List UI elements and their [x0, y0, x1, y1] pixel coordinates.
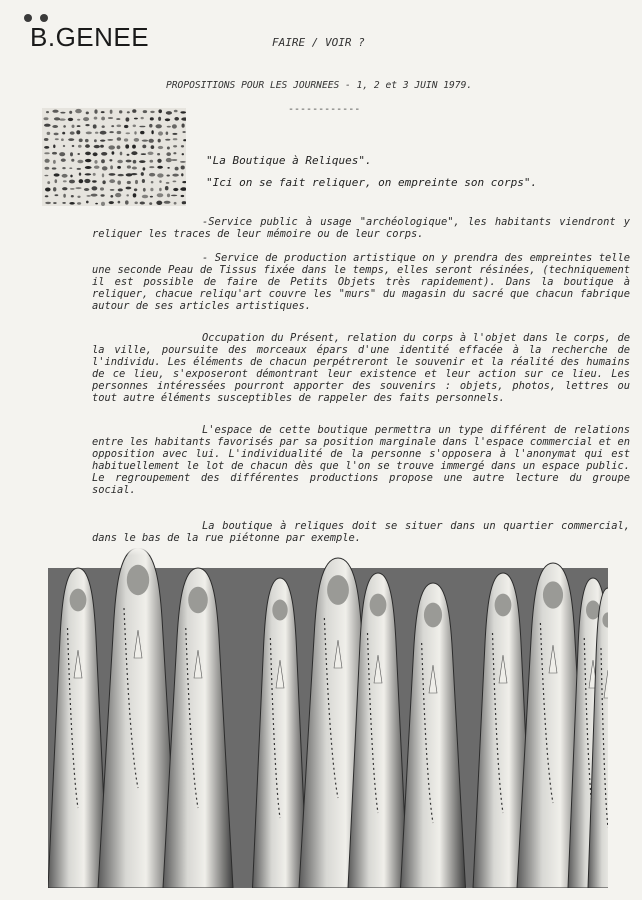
- paragraph-1: [92, 216, 630, 240]
- paragraph-text: - Service de production artistique on y prendra des empreintes telle une seconde Peau de Tissus fixée dans le temps, elles seront résinées, (techniquement il est possible de faire de Petits Objets très rapidement). Dans la boutique à reliquer, chacue reliqu'art couvre les "murs" du magasin du sacré que chacun fabrique autour de ses articles artistiques.: [92, 252, 630, 313]
- heading-rule: ------------: [288, 104, 361, 115]
- paragraph-text: -Service public à usage "archéologique", les habitants viendront y reliquer les traces de leur mémoire ou de leur corps.: [92, 216, 630, 241]
- paragraph-4: [92, 424, 630, 497]
- texture-stamp: [42, 108, 186, 206]
- quote-subtitle: "Ici on se fait reliquer, on empreinte son corps".: [206, 176, 538, 189]
- paragraph-3: [92, 332, 630, 405]
- statuettes-photo: [48, 548, 608, 888]
- punch-hole: [40, 14, 48, 22]
- punch-hole: [24, 14, 32, 22]
- quote-title: "La Boutique à Reliques".: [206, 154, 372, 167]
- proposals-heading: PROPOSITIONS POUR LES JOURNEES - 1, 2 et 3 JUIN 1979.: [166, 80, 473, 91]
- paragraph-text: La boutique à reliques doit se situer dans un quartier commercial, dans le bas de la rue piétonne par exemple.: [92, 520, 630, 545]
- header-title: FAIRE / VOIR ?: [272, 36, 365, 49]
- logo-text: B.GENEE: [30, 22, 150, 52]
- paragraph-5: [92, 520, 630, 544]
- paragraph-text: L'espace de cette boutique permettra un type différent de relations entre les habitants favorisés par sa position marginale dans l'espace commercial et en opposition avec lui. L'individualité de la personne s'opposera à l'anonymat qui est habituellement le lot de chacun dès que l'on se trouve immergé dans un espace public. Le regroupement des différentes productions propose une autre lecture du groupe social.: [92, 424, 630, 497]
- paragraph-2: [92, 252, 630, 312]
- paragraph-text: Occupation du Présent, relation du corps à l'objet dans le corps, de la ville, poursuite des morceaux épars d'une identité effacée à la recherche de l'individu. Les éléments de chacun perpétreront le souvenir et la réalité des humains de ce lieu, s'exposeront démontrant leur existence et leur action sur ce lieu. Les personnes intéressées pourront apporter des souvenirs : objets, photos, lettres ou tout autre éléments susceptibles de rappeler des faits personnels.: [92, 332, 630, 405]
